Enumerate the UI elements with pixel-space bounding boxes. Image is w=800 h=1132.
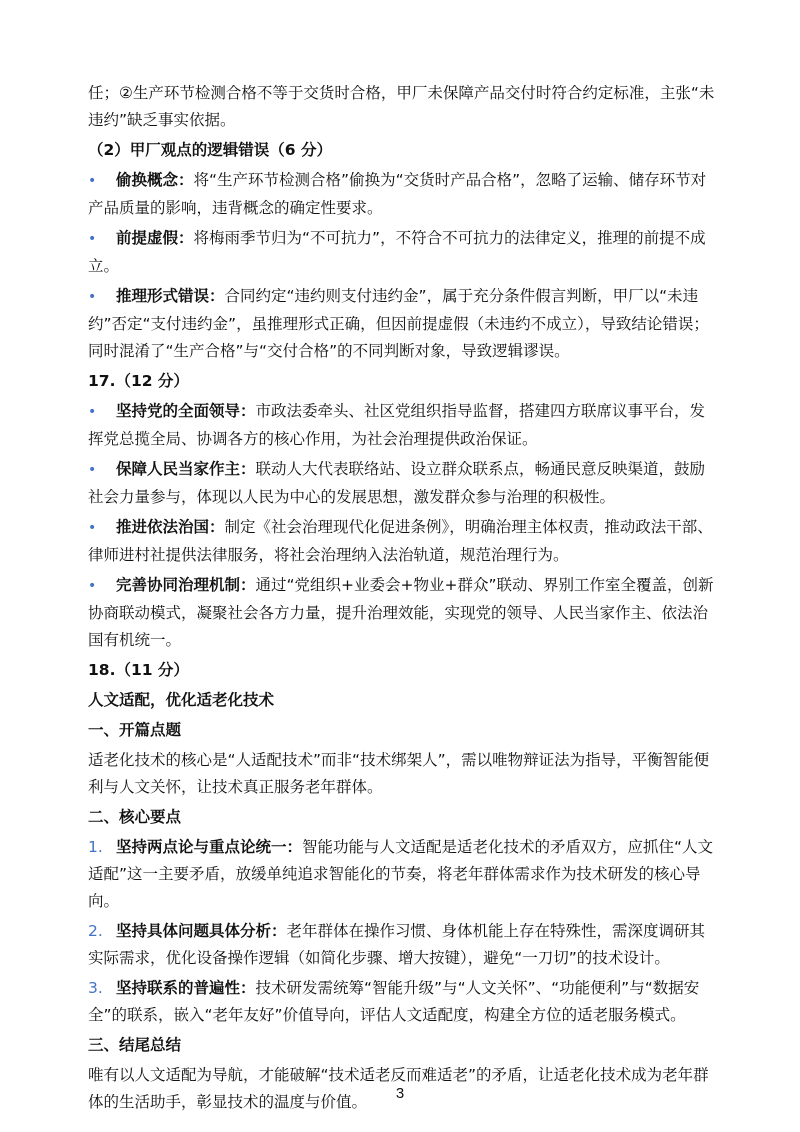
top-paragraph: 任；②生产环节检测合格不等于交货时合格，甲厂未保障产品交付时符合约定标准，主张“未违约”缺乏事实依据。 <box>88 84 715 129</box>
item-text: 老年群体在操作习惯、身体机能上存在特殊性，需深度调研其实际需求，优化设备操作逻辑（如简化步骤、增大按键），避免“一刀切”的技术设计。 <box>88 922 706 967</box>
list-item <box>88 834 718 915</box>
bullet-icon: • <box>88 289 97 305</box>
item-term: 坚持党的全面领导： <box>116 402 256 420</box>
item-number: 1. <box>88 838 103 856</box>
item-term: 推进依法治国： <box>116 518 225 536</box>
logic-errors-list <box>88 167 718 365</box>
item-text: 技术研发需统筹“智能升级”与“人文关怀”、“功能便利”与“数据安全”的联系，嵌入“老年友好”价值导向，评估人文适配度，构建全方位的适老服务模式。 <box>88 979 700 1024</box>
item-text: 联动人大代表联络站、设立群众联系点，畅通民意反映渠道，鼓励社会力量参与，体现以人民为中心的发展思想，激发群众参与治理的积极性。 <box>88 460 706 506</box>
item-text: 合同约定“违约则支付违约金”，属于充分条件假言判断，甲厂以“未违约”否定“支付违约金”，虽推理形式正确，但因前提虚假（未违约不成立），导致结论错误；同时混淆了“生产合格”与“交付合格”的不同判断对象，导致逻辑谬误。 <box>88 287 709 360</box>
item-term: 保障人民当家作主： <box>116 460 256 478</box>
item-text: 制定《社会治理现代化促进条例》，明确治理主体权责，推动政法干部、律师进村社提供法律服务，将社会治理纳入法治轨道，规范治理行为。 <box>88 518 713 564</box>
list-item <box>88 918 718 972</box>
section-2-heading: （2）甲厂观点的逻辑错误（6 分） <box>88 141 332 159</box>
bullet-icon: • <box>88 520 97 536</box>
item-text: 市政法委牵头、社区党组织指导监督，搭建四方联席议事平台，发挥党总揽全局、协调各方的核心作用，为社会治理提供政治保证。 <box>88 402 706 448</box>
bullet-icon: • <box>88 173 97 189</box>
bullet-icon: • <box>88 462 97 478</box>
item-text: 通过“党组织+业委会+物业+群众”联动、界别工作室全覆盖，创新协商联动模式，凝聚社会各方力量，提升治理效能，实现党的领导、人民当家作主、依法治国有机统一。 <box>88 576 714 649</box>
part3-heading: 三、结尾总结 <box>88 1036 182 1054</box>
item-term: 坚持两点论与重点论统一： <box>116 838 303 856</box>
item-term: 坚持具体问题具体分析： <box>116 922 287 940</box>
part1-text: 适老化技术的核心是“人适配技术”而非“技术绑架人”，需以唯物辩证法为指导，平衡智能便利与人文关怀，让技术真正服务老年群体。 <box>88 751 710 796</box>
bullet-icon: • <box>88 404 97 420</box>
item-text: 将“生产环节检测合格”偷换为“交货时产品合格”，忽略了运输、储存环节对产品质量的影响，违背概念的确定性要求。 <box>88 171 707 217</box>
bullet-icon: • <box>88 231 97 247</box>
list-item <box>88 283 718 365</box>
item-term: 偷换概念： <box>116 171 194 189</box>
part3-text: 唯有以人文适配为导航，才能破解“技术适老反而难适老”的矛盾，让适老化技术成为老年群体的生活助手，彰显技术的温度与价值。 <box>88 1066 709 1111</box>
q18-heading: 18.（11 分） <box>88 661 189 679</box>
page-number: 3 <box>395 1085 405 1102</box>
item-term: 推理形式错误： <box>116 287 225 305</box>
list-item <box>88 456 718 511</box>
item-number: 3. <box>88 979 103 997</box>
item-text: 智能功能与人文适配是适老化技术的矛盾双方，应抓住“人文适配”这一主要矛盾，放缓单纯追求智能化的节奏，将老年群体需求作为技术研发的核心导向。 <box>88 838 714 910</box>
q17-heading: 17.（12 分） <box>88 372 189 390</box>
item-term: 前提虚假： <box>116 229 194 247</box>
core-points-list <box>88 834 718 1029</box>
document-body <box>88 80 718 1119</box>
part2-heading: 二、核心要点 <box>88 808 182 826</box>
item-text: 将梅雨季节归为“不可抗力”，不符合不可抗力的法律定义，推理的前提不成立。 <box>88 229 706 275</box>
bullet-icon: • <box>88 578 97 594</box>
list-item <box>88 167 718 222</box>
item-term: 坚持联系的普遍性： <box>116 979 256 997</box>
q17-list <box>88 398 718 654</box>
part1-heading: 一、开篇点题 <box>88 721 182 739</box>
item-term: 完善协同治理机制： <box>116 576 256 594</box>
item-number: 2. <box>88 922 103 940</box>
list-item <box>88 225 718 280</box>
list-item <box>88 975 718 1029</box>
list-item <box>88 572 718 654</box>
list-item <box>88 398 718 453</box>
list-item <box>88 514 718 569</box>
essay-title: 人文适配，优化适老化技术 <box>88 691 275 709</box>
